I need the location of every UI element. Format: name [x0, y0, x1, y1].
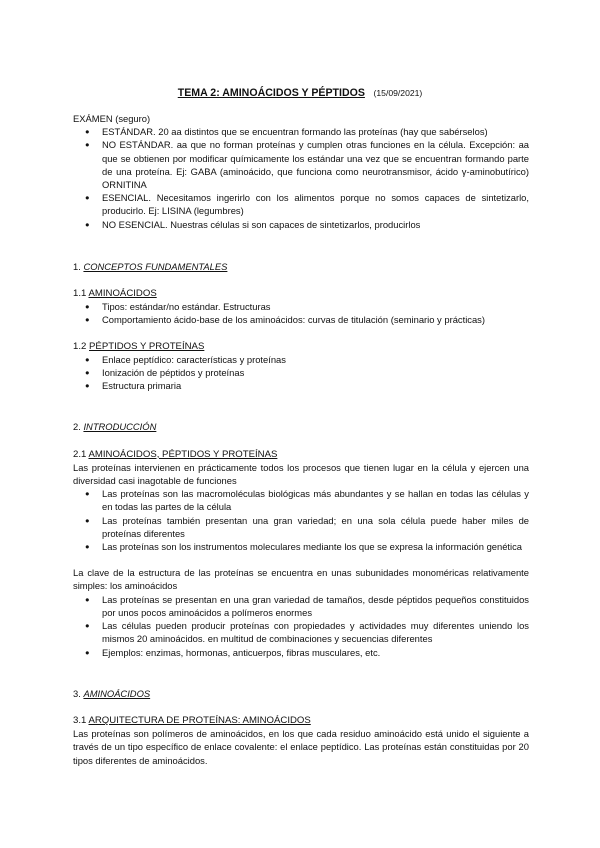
subsection-1-2-list [73, 353, 529, 393]
list-item: ● ESENCIAL. Necesitamos ingerirlo con los alimentos porque no somos capaces de sintetizarlo, producirlo. Ej: LISINA (legumbres) [73, 191, 529, 217]
section-title: INTRODUCCIÓN [83, 421, 157, 433]
list-item: ● Ionización de péptidos y proteínas [73, 366, 529, 379]
list-item: ● Las proteínas se presentan en una gran variedad de tamaños, desde péptidos pequeños constituidos por unos pocos aminoácidos a polímeros enormes [73, 593, 529, 619]
section-2-heading [73, 420, 529, 433]
exam-list [73, 125, 529, 231]
subsection-2-1-list-a [73, 487, 529, 553]
subsection-1-1-heading [73, 287, 529, 300]
list-item: ● Las proteínas son las macromoléculas biológicas más abundantes y se hallan en todas las células y en todas las partes de la célula [73, 487, 529, 513]
section-number: 2. [73, 421, 81, 433]
subsection-title: AMINOÁCIDOS, PÉPTIDOS Y PROTEÍNAS [88, 448, 278, 460]
subsection-number: 3.1 [73, 714, 87, 726]
list-item: ● Las células pueden producir proteínas con propiedades y actividades muy diferentes uniendo los mismos 20 aminoácidos. en multitud de combinaciones y secuencias diferentes [73, 619, 529, 645]
list-item: ● ESTÁNDAR. 20 aa distintos que se encuentran formando las proteínas (hay que sabérselos) [73, 125, 529, 138]
subsection-2-1-heading [73, 448, 529, 461]
subsection-title: PÉPTIDOS Y PROTEÍNAS [89, 340, 205, 352]
subsection-title: ARQUITECTURA DE PROTEÍNAS: AMINOÁCIDOS [88, 714, 311, 726]
subsection-1-2-heading [73, 340, 529, 353]
subsection-number: 2.1 [73, 448, 87, 460]
list-item: ● Comportamiento ácido-base de los aminoácidos: curvas de titulación (seminario y prácticas) [73, 313, 529, 326]
section-number: 3. [73, 687, 81, 699]
subsection-number: 1.2 [73, 340, 87, 352]
exam-heading: EXÁMEN (seguro) [73, 113, 151, 124]
list-item: ● NO ESENCIAL. Nuestras células si son capaces de sintetizarlos, producirlos [73, 218, 529, 231]
list-item: ● Tipos: estándar/no estándar. Estructuras [73, 300, 529, 313]
list-item: ● Las proteínas son los instrumentos moleculares mediante los que se expresa la información genética [73, 540, 529, 553]
subsection-1-1-list [73, 300, 529, 326]
subsection-title: AMINOÁCIDOS [88, 288, 157, 300]
section-number: 1. [73, 260, 81, 272]
list-item: ● Ejemplos: enzimas, hormonas, anticuerpos, fibras musculares, etc. [73, 646, 529, 659]
list-item: ● Enlace peptídico: características y proteínas [73, 353, 529, 366]
document-body [73, 112, 529, 767]
list-item: ● Estructura primaria [73, 379, 529, 392]
subsection-number: 1.1 [73, 288, 87, 300]
document-date: (15/09/2021) [373, 88, 423, 98]
paragraph: Las proteínas intervienen en prácticamente todos los procesos que tienen lugar en la célula y ejercen una diversidad casi inagotable de funciones [73, 461, 529, 487]
section-1-heading [73, 260, 529, 273]
title-row [0, 86, 600, 100]
document-title: TEMA 2: AMINOÁCIDOS Y PÉPTIDOS [177, 87, 365, 99]
section-title: AMINOÁCIDOS [83, 687, 151, 699]
section-title: CONCEPTOS FUNDAMENTALES [83, 260, 228, 272]
list-item: ● NO ESTÁNDAR. aa que no forman proteínas y cumplen otras funciones en la célula. Excepción: aa que se obtienen por modificar químicamente los estándar una vez que se encuentran formando parte de una proteína. Ej: GABA (aminoácido, que funciona como neurotransmisor, ácido γ-aminobutírico) ORNITINA [73, 138, 529, 191]
section-3-heading [73, 687, 529, 700]
subsection-2-1-list-b [73, 593, 529, 659]
list-item: ● Las proteínas también presentan una gran variedad; en una sola célula puede haber miles de proteínas diferentes [73, 514, 529, 540]
paragraph: La clave de la estructura de las proteínas se encuentra en unas subunidades monoméricas relativamente simples: los aminoácidos [73, 567, 529, 592]
subsection-3-1-heading [73, 714, 529, 727]
paragraph: Las proteínas son polímeros de aminoácidos, en los que cada residuo aminoácido está unido el siguiente a través de un tipo específico de enlace covalente: el enlace peptídico. Las proteínas están constituidas por 20 tipos diferentes de aminoácidos. [73, 728, 529, 766]
